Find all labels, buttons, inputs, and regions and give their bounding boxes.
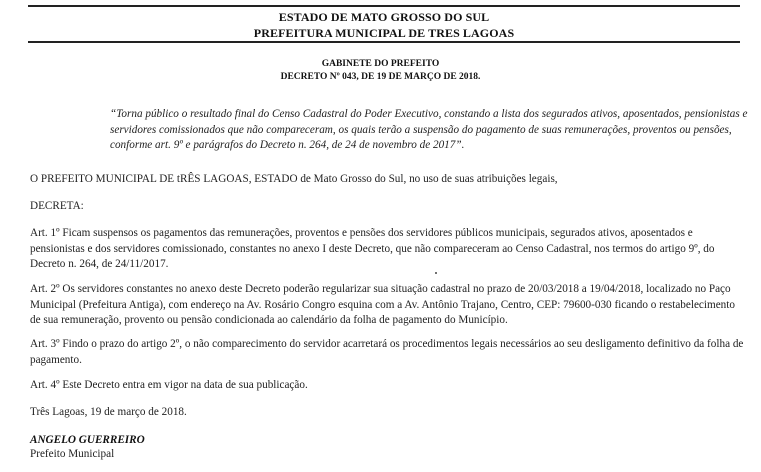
- article-3: Art. 3º Findo o prazo do artigo 2º, o não comparecimento do servidor acarretará os procedimentos legais necessários ao seu desligamento definitivo da folha de pagamento.: [30, 338, 744, 366]
- article-4: Art. 4º Este Decreto entra em vigor na data de sua publicação.: [30, 379, 308, 391]
- signatory-name: ANGELO GUERREIRO: [30, 434, 145, 446]
- office-name: GABINETE DO PREFEITO: [321, 59, 440, 69]
- decreta-heading: DECRETA:: [30, 200, 84, 212]
- article-2: Art. 2º Os servidores constantes no anexo deste Decreto poderão regularizar sua situação cadastral no prazo de 20/03/2018 a 19/04/2018, localizado no Paço Municipal (Prefeitura Antiga), com endereço na Av. Rosário Congro esquina com a Av. Antônio Trajano, Centro, CEP: 79600-030 ficando o restabelecimento de sua remuneração, provento ou pensão condicionada ao calendário da folha de pagamento do Município.: [30, 283, 735, 326]
- state-title: ESTADO DE MATO GROSSO DO SUL: [278, 10, 490, 24]
- decree-summary: “Torna público o resultado final do Censo Cadastral do Poder Executivo, constando a lista dos segurados ativos, aposentados, pensionistas e servidores comissionados que não compareceram, os quais terão a suspensão do pagamento de suas remunerações, proventos ou pensões, conforme art. 9º e parágrafos do Decreto n. 264, de 24 de novembro de 2017”.: [110, 108, 748, 151]
- article-1: Art. 1º Ficam suspensos os pagamentos das remunerações, proventos e pensões dos servidores públicos municipais, segurados ativos, aposentados e pensionistas e dos servidores comissionado, constantes no anexo I deste Decreto, que não compareceram ao Censo Cadastral, nos termos do artigo 9º, do Decreto n. 264, de 24/11/2017.: [30, 227, 715, 270]
- signatory-role: Prefeito Municipal: [30, 448, 115, 460]
- prefecture-title: PREFEITURA MUNICIPAL DE TRES LAGOAS: [253, 26, 515, 40]
- stray-dot: [435, 272, 437, 274]
- office-block: [0, 58, 761, 84]
- intro-paragraph: O PREFEITO MUNICIPAL DE tRÊS LAGOAS, ESTADO de Mato Grosso do Sul, no uso de suas atribuições legais,: [30, 173, 558, 185]
- document-header: [28, 5, 740, 43]
- decree-title: DECRETO Nº 043, DE 19 DE MARÇO DE 2018.: [280, 72, 481, 82]
- place-date: Três Lagoas, 19 de março de 2018.: [30, 406, 187, 418]
